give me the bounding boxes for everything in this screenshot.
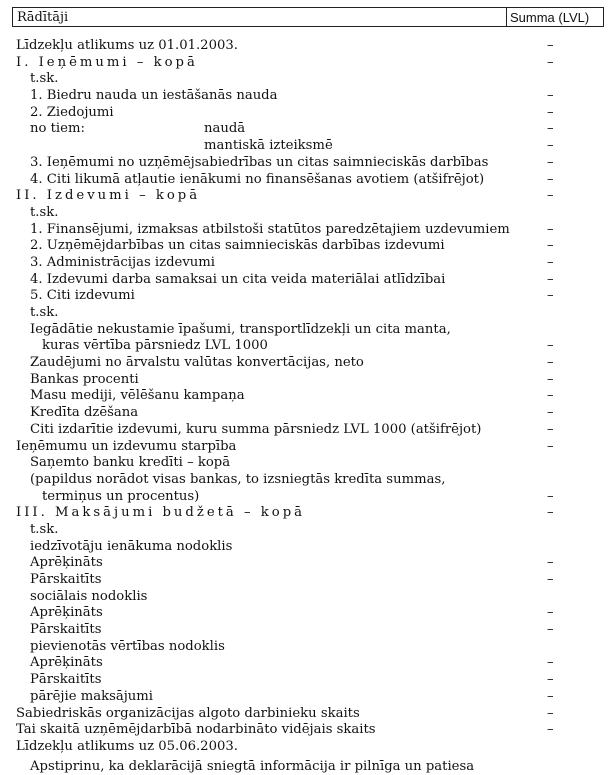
table-row <box>12 689 604 706</box>
row-label: Zaudējumi no ārvalstu valūtas konvertācijas, neto <box>30 355 364 371</box>
row-value: – <box>547 605 554 621</box>
row-value: – <box>547 121 554 137</box>
row-value: – <box>547 488 554 504</box>
row-label: 2. Uzņēmējdarbības un citas saimnieciskās darbības izdevumi <box>30 238 445 254</box>
row-value: – <box>547 288 554 304</box>
row-label: no tiem: <box>30 121 85 137</box>
table-row <box>12 405 604 422</box>
row-value: – <box>547 572 554 587</box>
table-row <box>12 572 604 589</box>
row-label: Iegādātie nekustamie īpašumi, transportlīdzekļi un cita manta, <box>30 321 451 337</box>
row-sublabel: mantiskā izteiksmē <box>204 138 333 154</box>
table-row <box>12 238 604 255</box>
row-label: Aprēķināts <box>30 555 103 571</box>
section-heading: II. Izdevumi – kopā <box>16 188 201 204</box>
row-label: 1. Biedru nauda un iestāšanās nauda <box>30 88 278 104</box>
row-label: termiņus un procentus) <box>42 488 200 504</box>
row-value: – <box>547 238 554 254</box>
row-value: – <box>547 722 554 738</box>
confirmation-text: Apstiprinu, ka deklarācijā sniegtā informācija ir pilnīga un patiesa <box>30 758 475 774</box>
row-label: Tai skaitā uzņēmējdarbībā nodarbināto vidējais skaits <box>16 722 376 738</box>
table-row <box>12 522 604 539</box>
table-row <box>12 372 604 389</box>
table-row <box>12 121 604 138</box>
row-value: – <box>547 555 554 571</box>
row-value: – <box>547 622 554 638</box>
row-label: sociālais nodoklis <box>30 588 148 604</box>
row-value: – <box>547 688 554 704</box>
row-label: Sabiedriskās organizācijas algoto darbinieku skaits <box>16 705 360 721</box>
row-value: – <box>547 388 554 404</box>
row-value: – <box>547 338 554 354</box>
row-value: – <box>547 371 554 387</box>
row-label: t.sk. <box>30 305 59 320</box>
table-row <box>12 739 604 756</box>
table-row <box>12 38 604 55</box>
table-row <box>12 639 604 656</box>
table-row <box>12 138 604 155</box>
row-label: 3. Ieņēmumi no uzņēmējsabiedrības un citas saimnieciskās darbības <box>30 154 489 170</box>
table-row <box>12 589 604 606</box>
table-row <box>12 155 604 172</box>
row-label: Kredīta dzēšana <box>30 405 139 421</box>
row-label: Ieņēmumu un izdevumu starpība <box>16 438 237 454</box>
row-label: 5. Citi izdevumi <box>30 288 135 304</box>
table-row <box>12 655 604 672</box>
table-row <box>12 222 604 239</box>
table-row <box>12 71 604 88</box>
row-value: – <box>547 355 554 371</box>
row-label: t.sk. <box>30 204 59 220</box>
table-row <box>12 188 604 205</box>
table-row <box>12 55 604 72</box>
row-label: kuras vērtība pārsniedz LVL 1000 <box>42 338 268 354</box>
row-label: Masu mediji, vēlēšanu kampaņa <box>30 388 245 404</box>
row-label: Saņemto banku kredīti – kopā <box>30 455 231 471</box>
table-row <box>12 706 604 723</box>
section-heading: I. Ieņēmumi – kopā <box>16 54 198 70</box>
row-label: Bankas procenti <box>30 371 139 387</box>
table-row <box>12 88 604 105</box>
row-value: – <box>547 655 554 671</box>
table-row <box>12 355 604 372</box>
table-row <box>12 272 604 289</box>
table-row <box>12 288 604 305</box>
row-value: – <box>547 405 554 421</box>
table-row <box>12 672 604 689</box>
table-row <box>12 388 604 405</box>
table-row <box>12 172 604 189</box>
table-row <box>12 422 604 439</box>
row-value: – <box>547 188 554 204</box>
row-label: (papildus norādot visas bankas, to izsniegtās kredīta summas, <box>30 471 446 487</box>
row-value: – <box>547 138 554 154</box>
row-value: – <box>547 54 554 70</box>
row-value: – <box>547 88 554 104</box>
table-header <box>12 7 604 27</box>
row-label: Pārskaitīts <box>30 622 102 638</box>
table-row <box>12 255 604 272</box>
section-heading: III. Maksājumi budžetā – kopā <box>16 505 305 521</box>
table-row <box>12 455 604 472</box>
table-row <box>12 105 604 122</box>
table-row <box>12 539 604 556</box>
table-row <box>12 489 604 506</box>
table-row <box>12 338 604 355</box>
row-value: – <box>547 38 554 53</box>
declaration-document <box>12 7 604 775</box>
row-label: pievienotās vērtības nodoklis <box>30 638 225 654</box>
table-row <box>12 759 604 775</box>
row-label: 4. Citi likumā atļautie ienākumi no finansēšanas avotiem (atšifrējot) <box>30 171 485 187</box>
row-label: 3. Administrācijas izdevumi <box>30 254 215 270</box>
table-row <box>12 622 604 639</box>
row-label: pārējie maksājumi <box>30 688 154 704</box>
table-body <box>12 38 604 775</box>
row-value: – <box>547 221 554 237</box>
table-row <box>12 205 604 222</box>
row-label: Aprēķināts <box>30 655 103 671</box>
row-sublabel: naudā <box>204 121 246 137</box>
header-indicators: Rādītāji <box>13 8 507 26</box>
table-row <box>12 505 604 522</box>
row-value: – <box>547 421 554 437</box>
row-label: Līdzekļu atlikums uz 01.01.2003. <box>16 38 238 53</box>
row-label: t.sk. <box>30 71 59 87</box>
row-label: t.sk. <box>30 521 59 537</box>
row-label: Citi izdarītie izdevumi, kuru summa pārsniedz LVL 1000 (atšifrējot) <box>30 421 482 437</box>
table-row <box>12 322 604 339</box>
header-sum: Summa (LVL) <box>510 10 590 25</box>
table-row <box>12 472 604 489</box>
table-row <box>12 722 604 739</box>
row-value: – <box>547 672 554 688</box>
row-value: – <box>547 438 554 454</box>
row-value: – <box>547 104 554 120</box>
row-value: – <box>547 154 554 170</box>
row-label: 4. Izdevumi darba samaksai un cita veida materiālai atlīdzībai <box>30 271 446 287</box>
row-label: iedzīvotāju ienākuma nodoklis <box>30 538 233 554</box>
row-value: – <box>547 254 554 270</box>
row-label: Pārskaitīts <box>30 672 102 688</box>
row-value: – <box>547 171 554 187</box>
table-row <box>12 305 604 322</box>
row-label: Aprēķināts <box>30 605 103 621</box>
row-label: 2. Ziedojumi <box>30 104 114 120</box>
table-row <box>12 605 604 622</box>
row-value: – <box>547 705 554 721</box>
row-label: Pārskaitīts <box>30 572 102 587</box>
row-label: Līdzekļu atlikums uz 05.06.2003. <box>16 738 238 754</box>
row-value: – <box>547 505 554 521</box>
row-value: – <box>547 271 554 287</box>
row-label: 1. Finansējumi, izmaksas atbilstoši statūtos paredzētajiem uzdevumiem <box>30 221 510 237</box>
table-row <box>12 555 604 572</box>
table-row <box>12 439 604 456</box>
